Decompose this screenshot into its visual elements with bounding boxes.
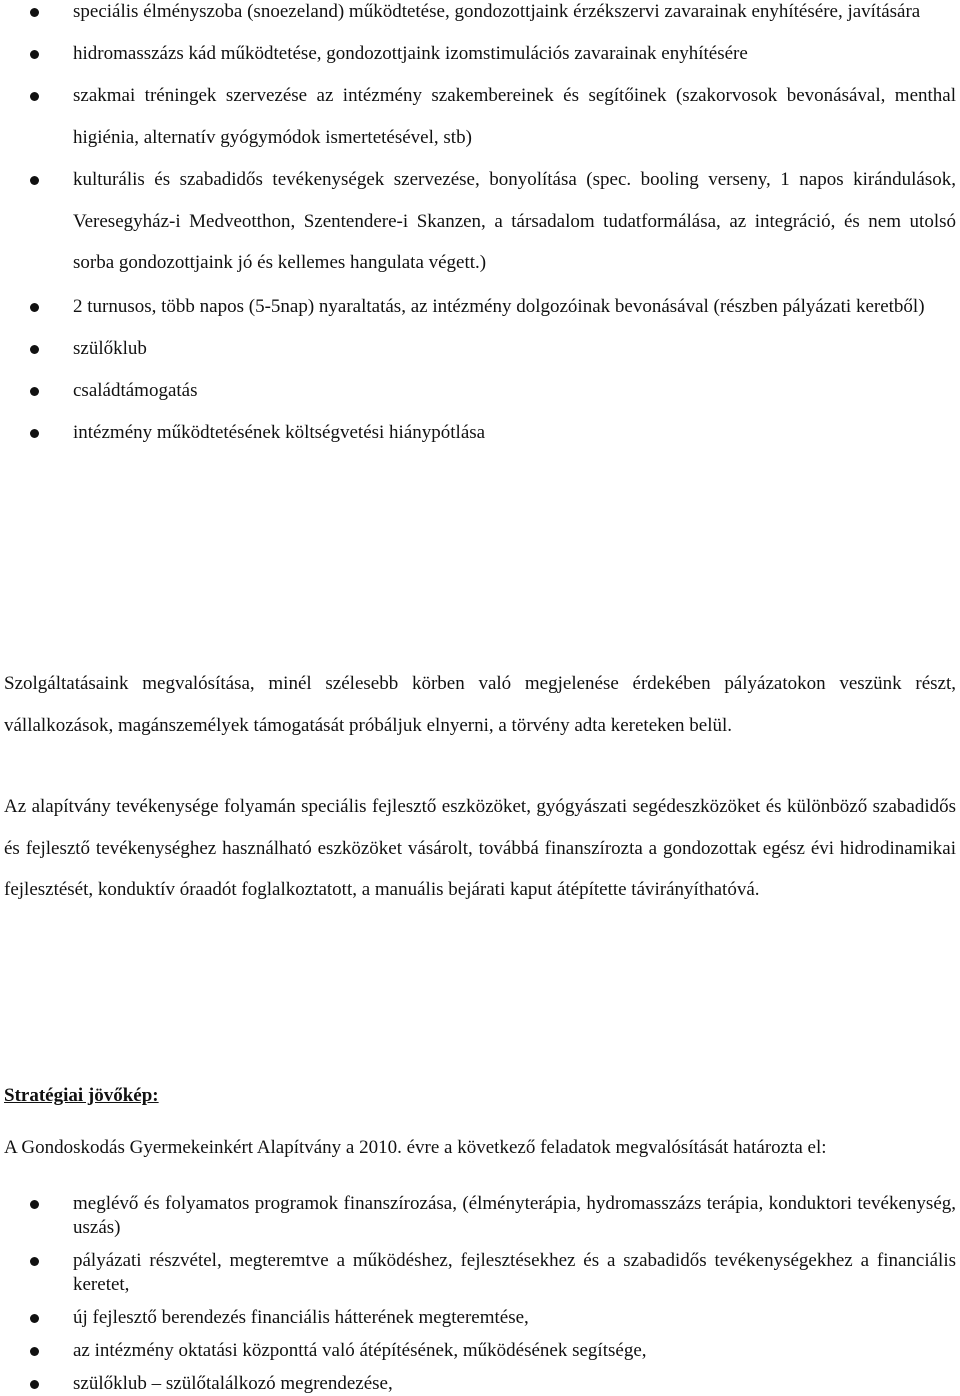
list-item: [0, 370, 960, 412]
bullet-icon: [30, 1380, 39, 1389]
list-item: [0, 75, 960, 159]
bullet-icon: [30, 176, 39, 185]
list-item-text: 2 turnusos, több napos (5-5nap) nyaraltatás, az intézmény dolgozóinak bevonásával (részben pályázati keretből): [73, 296, 925, 318]
list-item-text: családtámogatás: [73, 380, 198, 402]
bullet-icon: [30, 1257, 39, 1266]
list-item: [0, 0, 960, 33]
list-item: [0, 1249, 960, 1297]
bullet-icon: [30, 429, 39, 438]
paragraph-strategy-intro: A Gondoskodás Gyermekeinkért Alapítvány a 2010. évre a következő feladatok megvalósítását határozta el:: [4, 1137, 827, 1158]
list-item-text: új fejlesztő berendezés financiális hátterének megteremtése,: [73, 1307, 529, 1328]
list-item-text: meglévő és folyamatos programok finanszírozása, (élményterápia, hydromasszázs terápia, konduktori tevékenység, uszás): [73, 1193, 956, 1238]
list-item: [0, 412, 960, 454]
list-item: [0, 286, 960, 328]
list-item: [0, 1192, 960, 1240]
list-item: [0, 328, 960, 370]
list-item-text: intézmény működtetésének költségvetési hiánypótlása: [73, 422, 486, 444]
list-item-text: az intézmény oktatási központtá való átépítésének, működésének segítsége,: [73, 1340, 647, 1361]
bullet-icon: [30, 387, 39, 396]
paragraph-foundation-activity: Az alapítvány tevékenysége folyamán speciális fejlesztő eszközöket, gyógyászati segédeszközöket és különböző szabadidős és fejlesztő tevékenységhez használható eszközöket vásárolt, továbbá finanszírozta a gondozottak egész évi hidrodinamikai fejlesztését, konduktív óraadót foglalkoztatott, a manuális bejárati kaput átépítette távirányíthatóvá.: [4, 796, 956, 900]
list-item-text: szülőklub – szülőtalálkozó megrendezése,: [73, 1373, 393, 1394]
list-item-text: hidromasszázs kád működtetése, gondozottjaink izomstimulációs zavarainak enyhítésére: [73, 42, 748, 64]
bullet-icon: [30, 1200, 39, 1209]
bullet-icon: [30, 345, 39, 354]
list-item: [0, 159, 960, 285]
services-bullet-list: [0, 0, 960, 454]
bullet-icon: [30, 50, 39, 59]
strategy-bullet-list: [0, 1192, 960, 1396]
bullet-icon: [30, 1314, 39, 1323]
section-heading: Stratégiai jövőkép:: [4, 1085, 159, 1106]
list-item-text: speciális élményszoba (snoezeland) működtetése, gondozottjaink érzékszervi zavarainak enyhítésére, javítására: [73, 1, 921, 22]
list-item: [0, 1306, 960, 1330]
bullet-icon: [30, 8, 39, 17]
bullet-icon: [30, 92, 39, 101]
list-item: [0, 1372, 960, 1396]
bullet-icon: [30, 303, 39, 312]
list-item-text: szakmai tréningek szervezése az intézmény szakembereinek és segítőinek (szakorvosok bevonásával, menthal higiénia, alternatív gyógymódok ismertetésével, stb): [73, 84, 956, 148]
list-item-text: kulturális és szabadidős tevékenységek szervezése, bonyolítása (spec. booling verseny, 1 napos kirándulások, Veresegyház-i Medveotthon, Szentendere-i Skanzen, a társadalom tudatformálása, az integráció, és nem utolsó sorba gondozottjaink jó és kellemes hangulata végett.): [73, 168, 956, 274]
list-item-text: pályázati részvétel, megteremtve a működéshez, fejlesztésekhez és a szabadidős tevékenységekhez a financiális keretet,: [73, 1250, 956, 1295]
list-item-text: szülőklub: [73, 338, 147, 360]
list-item: [0, 33, 960, 75]
paragraph-services-funding: Szolgáltatásaink megvalósítása, minél szélesebb körben való megjelenése érdekében pályázatokon veszünk részt, vállalkozások, magánszemélyek támogatását próbáljuk elnyerni, a törvény adta kereteken belül.: [4, 673, 956, 736]
bullet-icon: [30, 1347, 39, 1356]
list-item: [0, 1339, 960, 1363]
